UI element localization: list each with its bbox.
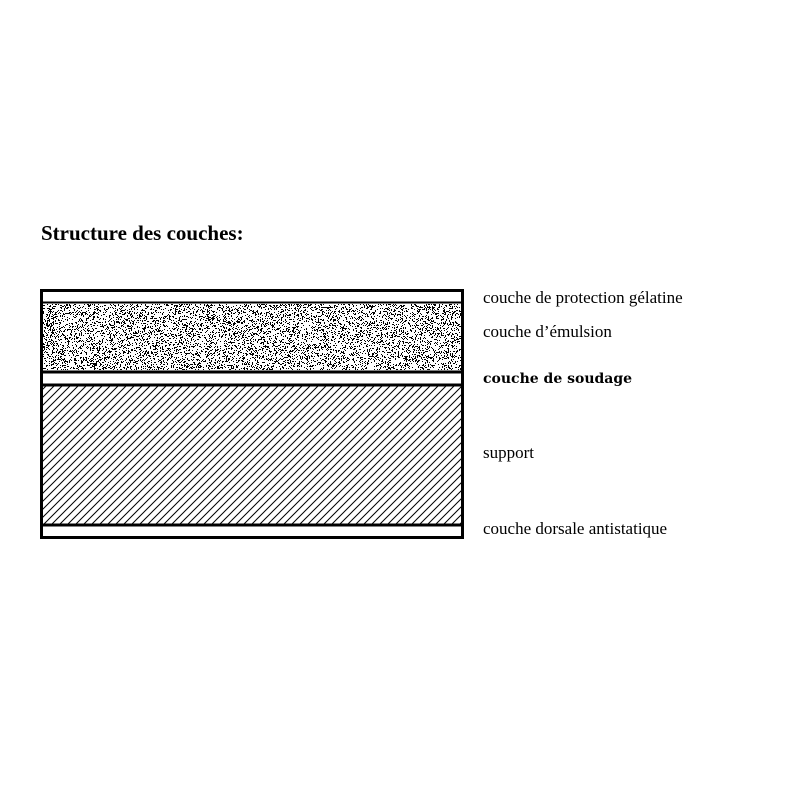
layer-protection [42,291,462,302]
label-soudage: couche de soudage [483,371,633,387]
label-support: support [483,443,534,462]
label-dorsale: couche dorsale antistatique [483,519,668,538]
label-protection: couche de protection gélatine [483,288,683,307]
layer-dorsale [42,526,462,537]
label-emulsion: couche d’émulsion [483,322,612,341]
layer-soudage [42,373,462,384]
layer-support [42,386,462,524]
diagram-title: Structure des couches: [41,221,244,245]
